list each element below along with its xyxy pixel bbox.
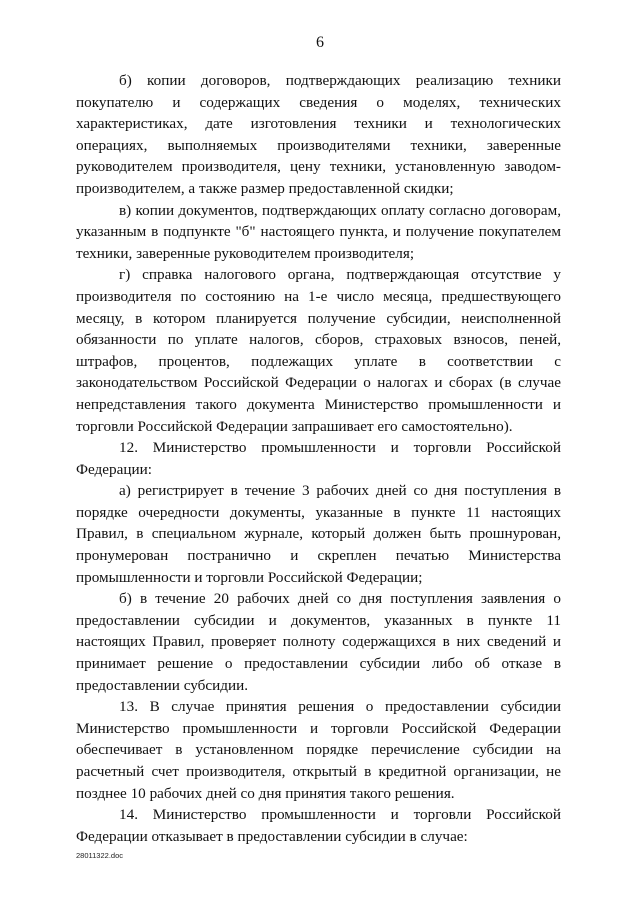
document-filename-footer: 28011322.doc xyxy=(76,851,123,860)
paragraph-item-g-tax-certificate: г) справка налогового органа, подтверждающая отсутствие у производителя по состоянию на 1-е число месяца, предшествующего месяцу, в котором планируется получение субсидии, неисполненной обязанности по уплате налогов, сборов, страховых взносов, пеней, штрафов, процентов, подлежащих уплате в соответствии с законодательством Российской Федерации о налогах и сборах (в случае непредставления такого документа Министерство промышленности и торговли Российской Федерации запрашивает его самостоятельно). xyxy=(76,266,561,435)
paragraph-clause-13: 13. В случае принятия решения о предоставлении субсидии Министерство промышленности и торговли Российской Федерации обеспечивает в установленном порядке перечисление субсидии на расчетный счет производителя, открытый в кредитной организации, не позднее 10 рабочих дней со дня принятия такого решения. xyxy=(76,698,561,802)
paragraph-clause-14: 14. Министерство промышленности и торговли Российской Федерации отказывает в предоставлении субсидии в случае: xyxy=(76,806,561,845)
paragraph-clause-12-b: б) в течение 20 рабочих дней со дня поступления заявления о предоставлении субсидии и документов, указанных в пункте 11 настоящих Правил, проверяет полноту содержащихся в них сведений и принимает решение о предоставлении субсидии либо об отказе в предоставлении субсидии. xyxy=(76,590,561,694)
paragraph-item-v-payment-docs: в) копии документов, подтверждающих оплату согласно договорам, указанным в подпункте "б" настоящего пункта, и получение покупателем техники, заверенные руководителем производителя; xyxy=(76,201,561,262)
paragraph-clause-12: 12. Министерство промышленности и торговли Российской Федерации: xyxy=(76,439,561,478)
page-number: 6 xyxy=(316,34,324,51)
paragraph-item-b-contracts: б) копии договоров, подтверждающих реализацию техники покупателю и содержащих сведения о моделях, технических характеристиках, дате изготовления техники и технологических операциях, выполняемых производителями техники, заверенные руководителем производителя, цену техники, установленную заводом-производителем, а также размер предоставленной скидки; xyxy=(76,72,561,197)
paragraph-clause-12-a: а) регистрирует в течение 3 рабочих дней со дня поступления в порядке очередности документы, указанные в пункте 11 настоящих Правил, в специальном журнале, который должен быть прошнурован, пронумерован постранично и скреплен печатью Министерства промышленности и торговли Российской Федерации; xyxy=(76,482,561,586)
document-body xyxy=(76,70,561,847)
